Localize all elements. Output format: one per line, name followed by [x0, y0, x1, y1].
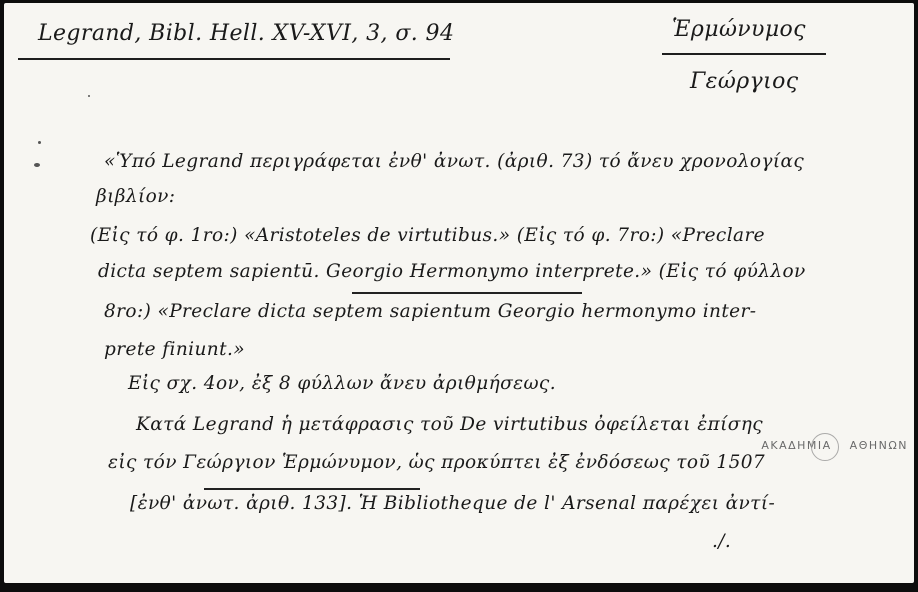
header-rule — [18, 58, 450, 60]
ink-mark — [88, 95, 90, 97]
ink-mark — [34, 163, 40, 167]
ink-mark — [38, 141, 41, 144]
body-line-5: 8ro:) «Preclare dicta septem sapientum Georgio hermonymo inter- — [104, 301, 757, 322]
body-line-10: [ἐνθ' ἀνωτ. ἀριθ. 133]. Ἡ Bibliotheque de l' Arsenal παρέχει ἀντί- — [130, 493, 776, 514]
body-line-7: Εἰς σχ. 4ον, ἐξ 8 φύλλων ἄνευ ἀριθμήσεως. — [128, 373, 556, 394]
body-line-1: «Ὑπό Legrand περιγράφεται ἐνθ' ἀνωτ. (ἀριθ. 73) τό ἄνευ χρονολογίας — [104, 151, 805, 172]
author-surname: Ἑρμώνυμος — [672, 17, 806, 42]
archive-stamp — [761, 439, 908, 452]
body-line-2: βιβλίον: — [96, 186, 176, 207]
stamp-left-text: ΑΚΑΔΗΜΙΑ — [761, 439, 832, 452]
author-rule — [662, 53, 826, 55]
body-line-4: dicta septem sapientū. Georgio Hermonymo interprete.» (Εἰς τό φύλλον — [98, 261, 806, 282]
index-card — [4, 3, 914, 583]
body-line-6: prete finiunt.» — [104, 339, 245, 360]
author-given-name: Γεώργιος — [690, 69, 799, 94]
seal-icon — [811, 433, 839, 461]
body-line-3: (Εἰς τό φ. 1ro:) «Aristoteles de virtutibus.» (Εἰς τό φ. 7ro:) «Preclare — [90, 225, 766, 246]
stamp-right-text: ΑΘΗΝΩΝ — [849, 439, 908, 452]
name-underline — [204, 488, 420, 490]
title-underline — [352, 292, 582, 294]
body-line-8: Κατά Legrand ἡ μετάφρασις τοῦ De virtutibus ὀφείλεται ἐπίσης — [136, 414, 764, 435]
continuation-mark: ./. — [712, 531, 732, 552]
body-line-9: εἰς τόν Γεώργιον Ἑρμώνυμον, ὡς προκύπτει ἐξ ἐνδόσεως τοῦ 1507 — [108, 452, 766, 473]
bibliographic-reference: Legrand, Bibl. Hell. XV-XVI, 3, σ. 94 — [38, 21, 455, 46]
